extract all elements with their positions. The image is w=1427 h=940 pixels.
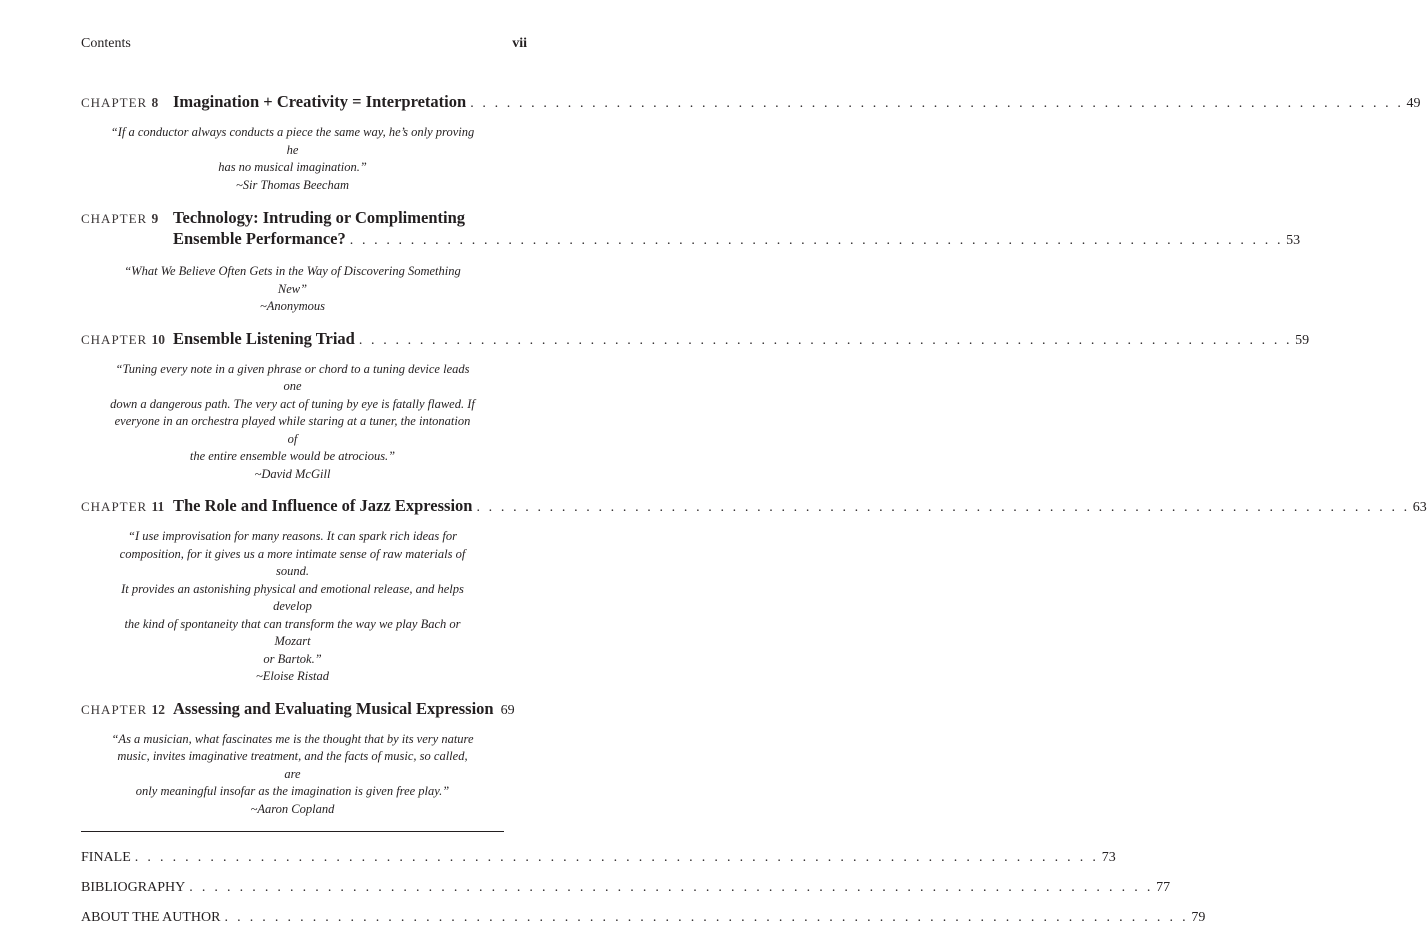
entry-page: 79 [1191, 910, 1206, 925]
dot-leader: . . . . . . . . . . . . . . . . . . . . . . . . . . . . . . . . . . . . . . . . . . . . . . . . . . . . . . . . . . . . . . . . . . . . . . . . . . . . . [358, 332, 1293, 348]
chapter-title: Ensemble Listening Triad [173, 328, 355, 348]
toc-entry-chapter-8 [81, 92, 1421, 194]
table-of-contents [81, 92, 1427, 940]
dot-leader: . . . . . . . . . . . . . . . . . . . . . . . . . . . . . . . . . . . . . . . . . . . . . . . . . . . . . . . . . . . . . . . . . . . . . . . . . . . . . [476, 500, 1410, 515]
dot-leader: . . . . . . . . . . . . . . . . . . . . . . . . . . . . . . . . . . . . . . . . . . . . . . . . . . . . . . . . . . . . . . . . . . . . . . . . . . . . . [189, 880, 1154, 895]
epigraph-attribution: ~Aaron Copland [250, 801, 335, 816]
entry-title: ABOUT THE AUTHOR [81, 910, 221, 925]
epigraph-line: only meaningful insofar as the imagination is given free play.” [135, 784, 450, 798]
epigraph-line: music, invites imaginative treatment, and the facts of music, so called, are [117, 749, 468, 781]
chapter-label: CHAPTER 11 [81, 499, 165, 514]
epigraph-line: or Bartok.” [263, 651, 322, 666]
toc-entry-bibliography[interactable] [81, 880, 1171, 896]
toc-entry-chapter-12 [81, 698, 515, 819]
epigraph [109, 731, 476, 819]
toc-entry-chapter-11 [81, 496, 1427, 686]
chapter-title: Imagination + Creativity = Interpretation [173, 92, 467, 111]
chapter-page: 49 [1406, 96, 1421, 111]
epigraph-attribution: ~Sir Thomas Beecham [235, 177, 349, 192]
chapter-heading[interactable] [81, 698, 515, 719]
epigraph-line: “Tuning every note in a given phrase or chord to a tuning device leads one [115, 361, 470, 393]
epigraph-line: “I use improvisation for many reasons. It can spark rich ideas for [128, 529, 457, 543]
chapter-heading[interactable] [81, 207, 1301, 251]
epigraph-attribution: ~Anonymous [259, 299, 326, 313]
epigraph-line: everyone in an orchestra played while staring at a tuner, the intonation of [114, 414, 471, 446]
chapter-heading[interactable] [81, 496, 1427, 516]
epigraph [109, 528, 476, 686]
chapter-page: 63 [1412, 500, 1427, 515]
dot-leader: . . . . . . . . . . . . . . . . . . . . . . . . . . . . . . . . . . . . . . . . . . . . . . . . . . . . . . . . . . . . . . . . . . . . . . . . . . . . . [470, 96, 1404, 111]
chapter-page: 59 [1295, 332, 1310, 348]
toc-entry-finale[interactable] [81, 850, 1116, 866]
chapter-title: The Role and Influence of Jazz Expression [173, 496, 473, 515]
epigraph-line: the kind of spontaneity that can transform the way we play Bach or Mozart [124, 616, 461, 648]
chapter-label: CHAPTER 8 [81, 95, 159, 110]
toc-entry-chapter-9 [81, 207, 1301, 316]
chapter-title-line-1: Technology: Intruding or Complimenting [173, 208, 466, 227]
dot-leader: . . . . . . . . . . . . . . . . . . . . . . . . . . . . . . . . . . . . . . . . . . . . . . . . . . . . . . . . . . . . . . . . . . . . . . . . . . . . . [224, 910, 1189, 925]
epigraph-line: “If a conductor always conducts a piece the same way, he’s only proving he [110, 125, 475, 157]
chapter-heading[interactable] [81, 92, 1421, 112]
chapter-page: 69 [500, 702, 515, 718]
epigraph [109, 263, 476, 316]
epigraph-line: It provides an astonishing physical and emotional release, and helps develop [121, 581, 464, 613]
epigraph-line: the entire ensemble would be atrocious.” [189, 449, 396, 463]
page-number: vii [512, 36, 527, 51]
entry-title: FINALE [81, 850, 131, 865]
chapter-page: 53 [1286, 233, 1301, 248]
chapter-heading[interactable] [81, 328, 1310, 349]
toc-entry-about-the-author[interactable] [81, 910, 1206, 926]
toc-entry-chapter-10 [81, 328, 1310, 484]
epigraph-line: down a dangerous path. The very act of tuning by eye is fatally flawed. If [110, 396, 475, 411]
epigraph-line: composition, for it gives us a more intimate sense of raw materials of sound. [119, 546, 466, 578]
epigraph-attribution: ~Eloise Ristad [255, 669, 330, 683]
epigraph-line: has no musical imagination.” [218, 160, 367, 174]
entry-page: 77 [1156, 880, 1171, 895]
chapter-label: CHAPTER 10 [81, 331, 165, 347]
epigraph-attribution: ~David McGill [254, 466, 331, 481]
running-head: Contents [81, 36, 131, 51]
epigraph-line: “As a musician, what fascinates me is the thought that by its very nature [111, 731, 474, 746]
chapter-label: CHAPTER 9 [81, 211, 159, 226]
epigraph-line: “What We Believe Often Gets in the Way of Discovering Something New” [124, 264, 461, 296]
entry-page: 73 [1101, 850, 1116, 865]
dot-leader: . . . . . . . . . . . . . . . . . . . . . . . . . . . . . . . . . . . . . . . . . . . . . . . . . . . . . . . . . . . . . . . . . . . . . . . . . . . . . [134, 850, 1099, 865]
entry-title: BIBLIOGRAPHY [81, 880, 186, 895]
chapter-title-line-2: Ensemble Performance? [173, 229, 346, 248]
epigraph [109, 361, 476, 484]
epigraph [109, 124, 476, 194]
chapter-label: CHAPTER 12 [81, 701, 165, 717]
dot-leader: . . . . . . . . . . . . . . . . . . . . . . . . . . . . . . . . . . . . . . . . . . . . . . . . . . . . . . . . . . . . . . . . . . . . . . . . . . . . . [349, 233, 1284, 248]
section-divider [81, 831, 504, 832]
chapter-title: Assessing and Evaluating Musical Expression [173, 698, 494, 718]
